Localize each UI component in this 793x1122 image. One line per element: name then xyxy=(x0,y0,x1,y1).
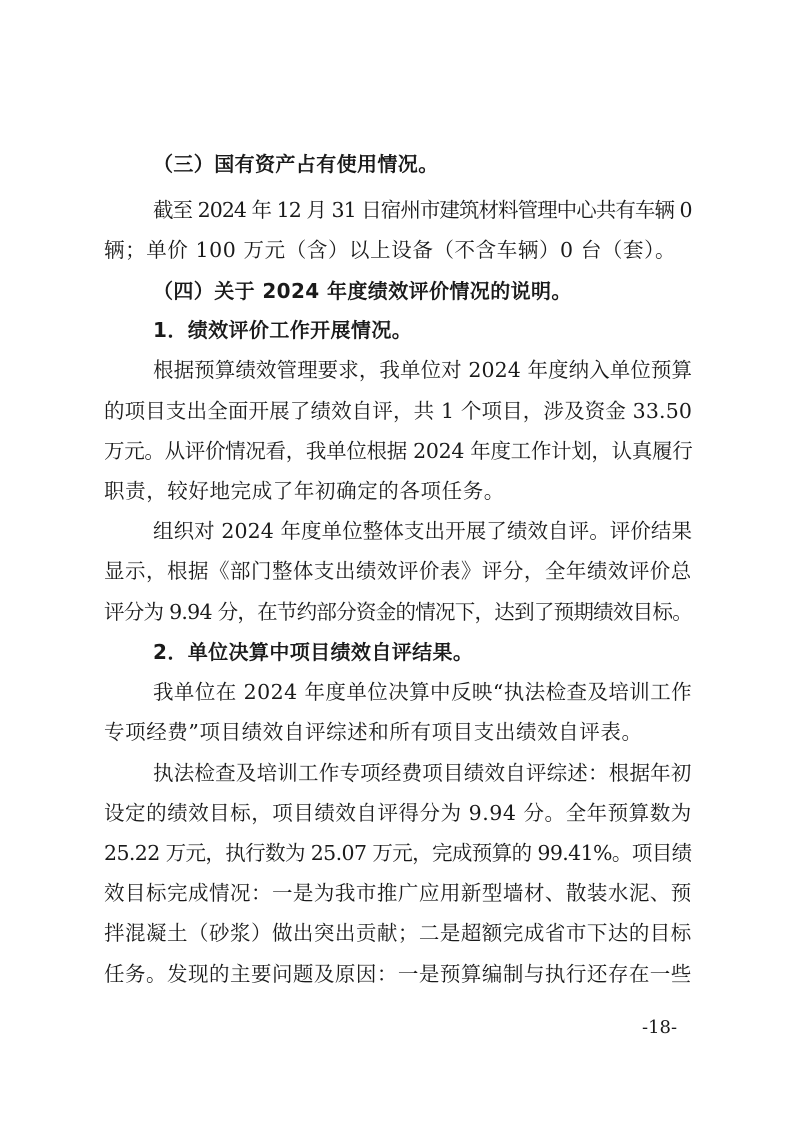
paragraph-line: 万元。从评价情况看，我单位根据 2024 年度工作计划，认真履行 xyxy=(104,439,693,463)
subheading-1: 1．绩效评价工作开展情况。 xyxy=(153,318,413,342)
section-heading-3: （三）国有资产占有使用情况。 xyxy=(153,152,439,176)
paragraph-line: 截至 2024 年 12 月 31 日宿州市建筑材料管理中心共有车辆 0 xyxy=(153,198,692,222)
paragraph-line: 辆；单价 100 万元（含）以上设备（不含车辆）0 台（套）。 xyxy=(104,238,677,262)
paragraph-line: 效目标完成情况：一是为我市推广应用新型墙材、散装水泥、预 xyxy=(104,881,692,905)
subheading-2: 2．单位决算中项目绩效自评结果。 xyxy=(153,640,474,664)
paragraph-line: 根据预算绩效管理要求，我单位对 2024 年度纳入单位预算 xyxy=(153,358,693,382)
paragraph-line: 组织对 2024 年度单位整体支出开展了绩效自评。评价结果 xyxy=(153,519,693,543)
paragraph-line: 评分为 9.94 分，在节约部分资金的情况下，达到了预期绩效目标。 xyxy=(104,600,692,624)
paragraph-line: 25.22 万元，执行数为 25.07 万元，完成预算的 99.41%。项目绩 xyxy=(104,841,692,865)
paragraph-line: 专项经费”项目绩效自评综述和所有项目支出绩效自评表。 xyxy=(104,720,643,744)
paragraph-line: 执法检查及培训工作专项经费项目绩效自评综述：根据年初 xyxy=(153,761,692,785)
page-number: -18- xyxy=(642,1017,678,1038)
paragraph-line: 职责，较好地完成了年初确定的各项任务。 xyxy=(104,479,505,503)
paragraph-line: 显示，根据《部门整体支出绩效评价表》评分，全年绩效评价总 xyxy=(104,559,692,583)
paragraph-line: 拌混凝土（砂浆）做出突出贡献；二是超额完成省市下达的目标 xyxy=(104,921,692,945)
paragraph-line: 任务。发现的主要问题及原因：一是预算编制与执行还存在一些 xyxy=(104,962,692,986)
section-heading-4: （四）关于 2024 年度绩效评价情况的说明。 xyxy=(153,279,572,303)
paragraph-line: 设定的绩效目标，项目绩效自评得分为 9.94 分。全年预算数为 xyxy=(104,801,692,825)
paragraph-line: 我单位在 2024 年度单位决算中反映“执法检查及培训工作 xyxy=(153,680,693,704)
paragraph-line: 的项目支出全面开展了绩效自评，共 1 个项目，涉及资金 33.50 xyxy=(104,399,693,423)
